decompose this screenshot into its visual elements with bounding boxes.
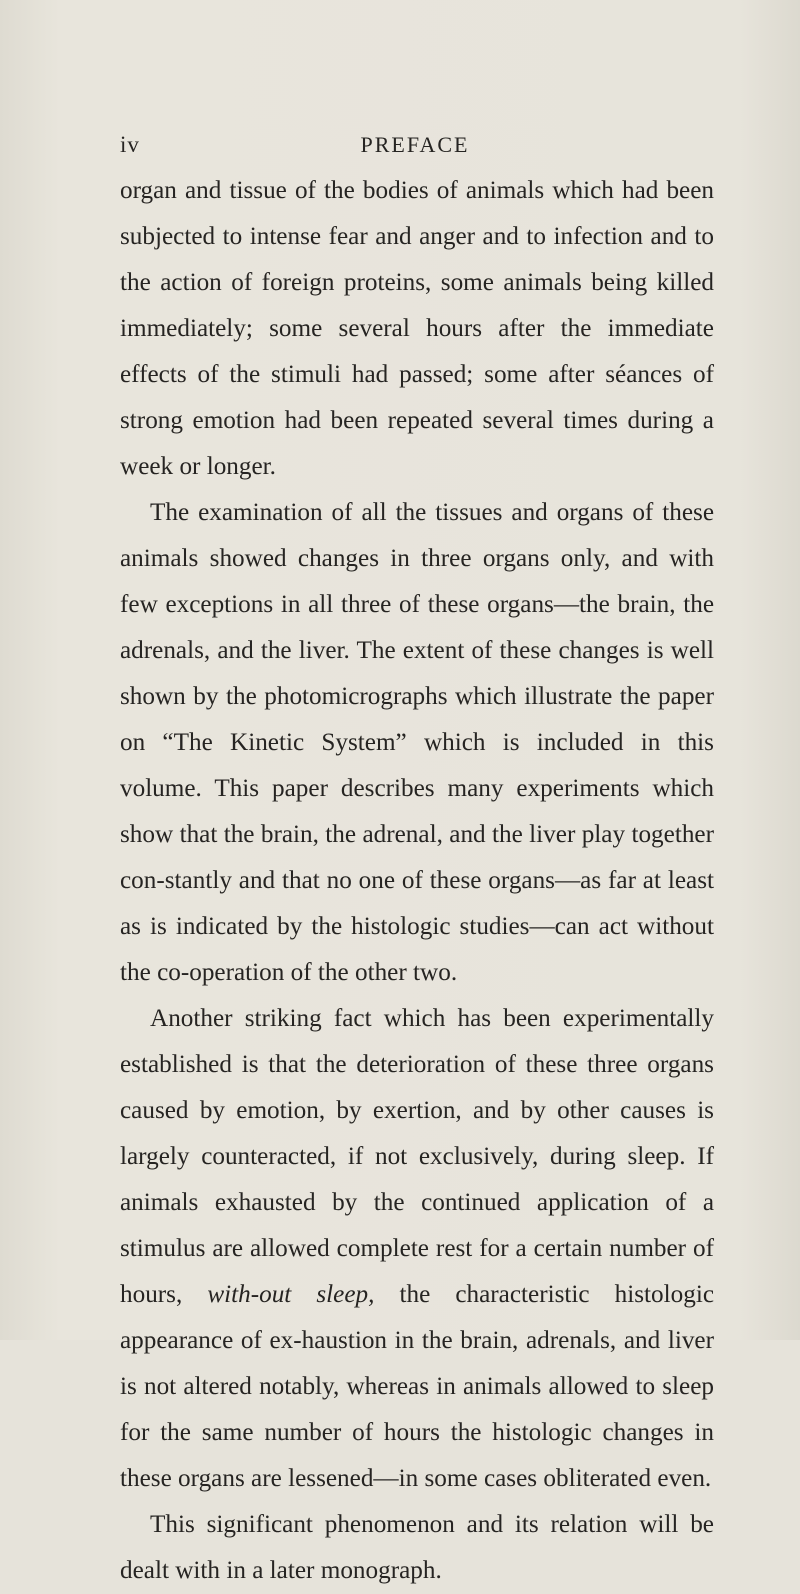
paragraph-continuation: organ and tissue of the bodies of animals which had been subjected to intense fear and anger and to infection and to the action of foreign proteins, some animals being killed immediately; some several hours after the immediate effects of the stimuli had passed; some after séances of strong emotion had been repeated several times during a week or longer. (120, 177, 714, 480)
paragraph-sleep-text-1: Another striking fact which has been experimentally established is that the deterioration of these three organs caused by emotion, by exertion, and by other causes is largely counteracted, if not exclusively, during sleep. If animals exhausted by the continued application of a stimulus are allowed complete rest for a certain number of hours, (120, 1005, 714, 1308)
paragraph-examination: The examination of all the tissues and organs of these animals showed changes in three organs only, and with few exceptions in all three of these organs—the brain, the adrenals, and the liver. The extent of these changes is well shown by the photomicrographs which illustrate the paper on “The Kinetic System” which is included in this volume. This paper describes many experiments which show that the brain, the adrenal, and the liver play together con-stantly and that no one of these organs—as far at least as is indicated by the histologic studies—can act without the co-operation of the other two. (120, 499, 714, 986)
paragraph-sleep-text-2: the characteristic histologic appearance of ex-haustion in the brain, adrenals, and liver is not altered notably, whereas in animals allowed to sleep for the same number of hours the histologic changes in these organs are lessened—in some cases obliterated even. (120, 1281, 715, 1492)
paragraph-sleep (120, 996, 714, 1502)
running-title: PREFACE (360, 132, 470, 157)
body-text (120, 168, 714, 1594)
running-head (120, 132, 710, 162)
paragraph-phenomenon: This significant phenomenon and its relation will be dealt with in a later monograph. (120, 1511, 714, 1584)
page-number: iv (120, 132, 140, 157)
emphasis-without-sleep: with-out sleep, (207, 1281, 375, 1308)
